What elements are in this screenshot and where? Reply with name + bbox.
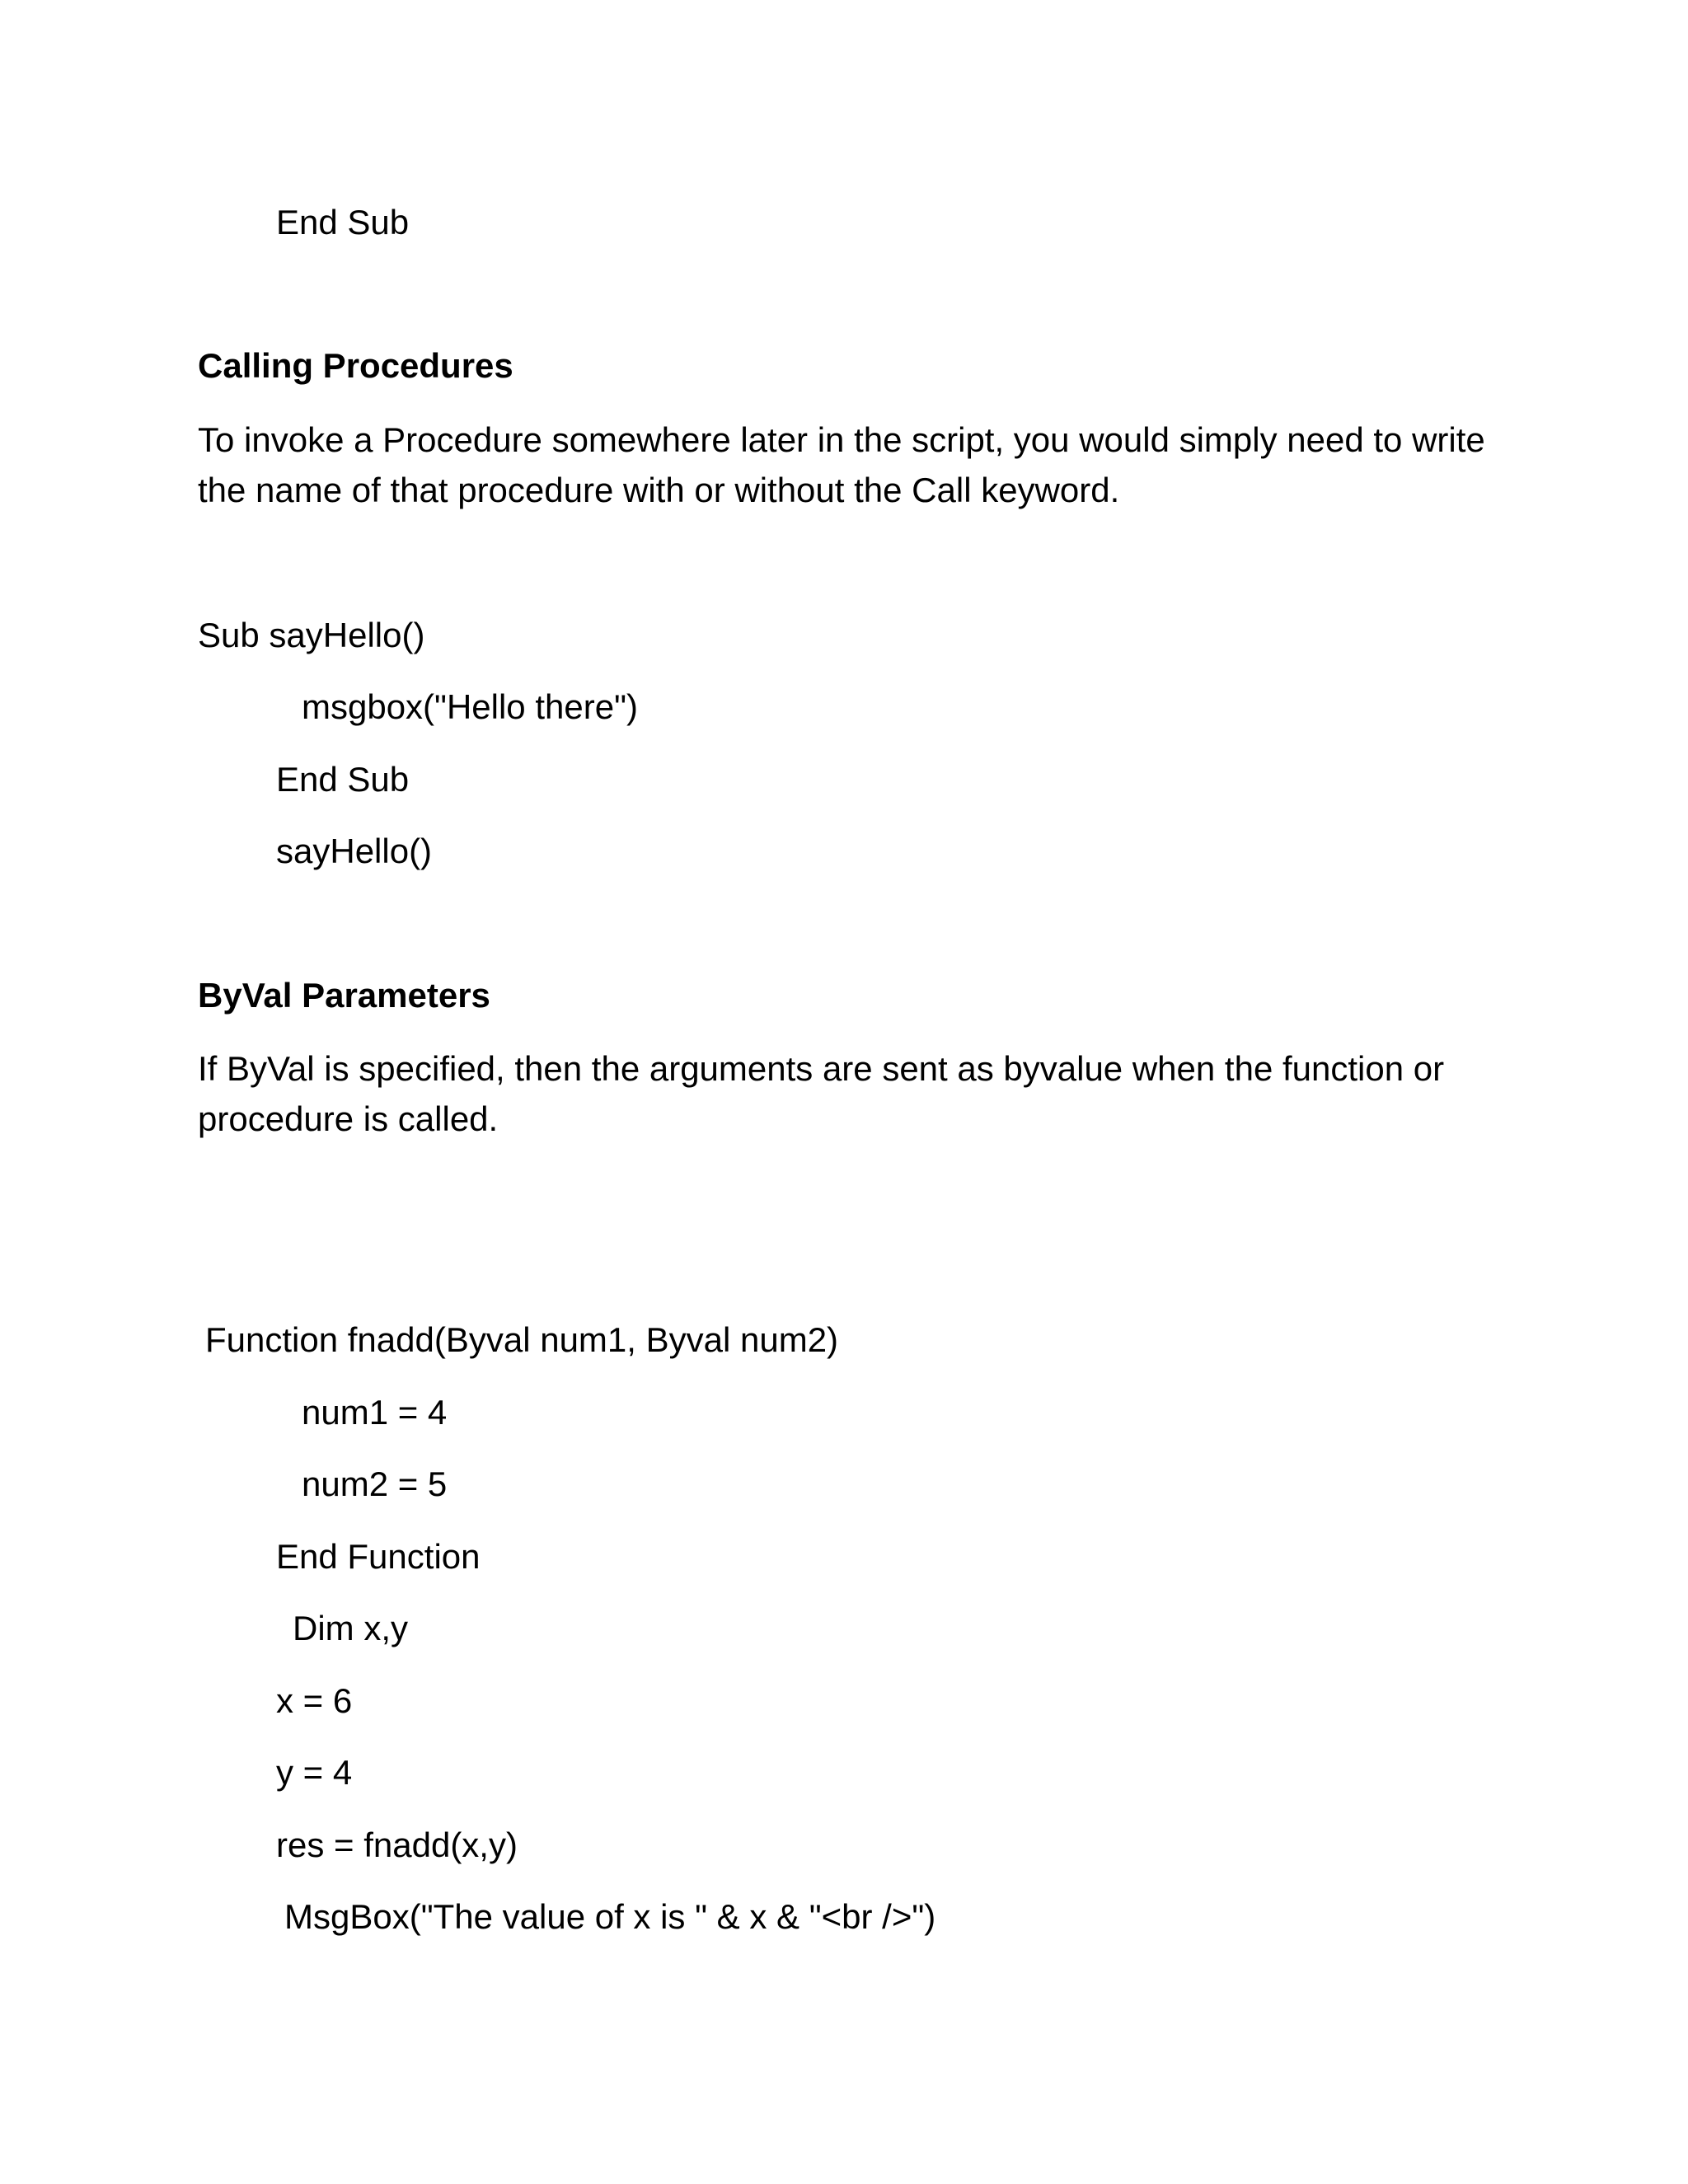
code-line-res-assign: res = fnadd(x,y) xyxy=(276,1825,518,1864)
section-heading-calling-procedures: Calling Procedures xyxy=(198,346,513,385)
code-line-end-function: End Function xyxy=(276,1537,481,1576)
paragraph-byval-parameters: If ByVal is specified, then the arguments are sent as byvalue when the function or procedure is called. xyxy=(198,1049,1445,1138)
code-line-end-sub: End Sub xyxy=(276,760,410,799)
code-line-msgbox-hello: msgbox("Hello there") xyxy=(302,687,638,726)
code-line-function-fnadd: Function fnadd(Byval num1, Byval num2) xyxy=(205,1320,839,1359)
code-line-dim: Dim x,y xyxy=(293,1609,408,1647)
code-line-x-assign: x = 6 xyxy=(276,1681,353,1720)
code-line-num2: num2 = 5 xyxy=(302,1465,448,1503)
code-line-end-sub-top: End Sub xyxy=(276,203,410,241)
code-line-msgbox-value: MsgBox("The value of x is " & x & "<br />") xyxy=(284,1897,936,1936)
code-line-sub-sayhello: Sub sayHello() xyxy=(198,616,425,654)
paragraph-calling-procedures: To invoke a Procedure somewhere later in the script, you would simply need to write the name of that procedure with or without the Call keyword. xyxy=(198,420,1485,509)
code-line-y-assign: y = 4 xyxy=(276,1753,353,1792)
code-line-num1: num1 = 4 xyxy=(302,1393,448,1432)
code-line-sayhello-call: sayHello() xyxy=(276,832,433,870)
section-heading-byval-parameters: ByVal Parameters xyxy=(198,976,490,1015)
